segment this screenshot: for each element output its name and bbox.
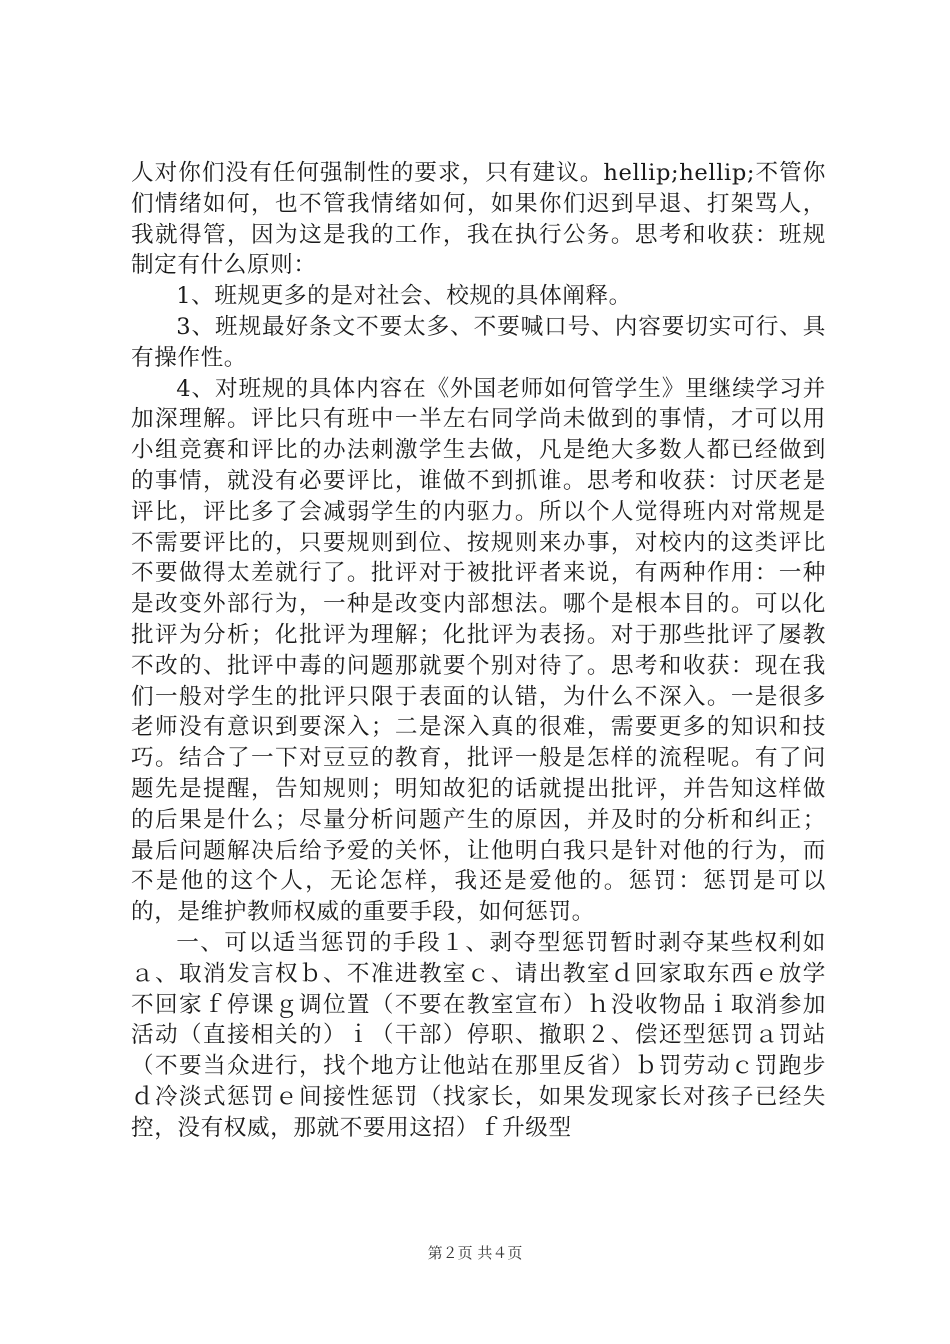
- paragraph-2: 1、班规更多的是对社会、校规的具体阐释。: [176, 283, 632, 310]
- document-body: [131, 158, 826, 1144]
- page-number-footer: 第２页 共４页: [427, 1244, 523, 1262]
- paragraph-4: 4、对班规的具体内容在《外国老师如何管学生》里继续学习并加深理解。评比只有班中一半左右同学尚未做到的事情，才可以用小组竞赛和评比的办法刺激学生去做，凡是绝大多数人都已经做到的事情，就没有必要评比，谁做不到抓谁。思考和收获：讨厌老是评比，评比多了会减弱学生的内驱力。所以个人觉得班内对常规是不需要评比的，只要规则到位、按规则来办事，对校内的这类评比不要做得太差就行了。批评对于被批评者来说，有两种作用：一种是改变外部行为，一种是改变内部想法。哪个是根本目的。可以化批评为分析；化批评为理解；化批评为表扬。对于那些批评了屡教不改的、批评中毒的问题那就要个别对待了。思考和收获：现在我们一般对学生的批评只限于表面的认错，为什么不深入。一是很多老师没有意识到要深入；二是深入真的很难，需要更多的知识和技巧。结合了一下对豆豆的教育，批评一般是怎样的流程呢。有了问题先是提醒，告知规则；明知故犯的话就提出批评，并告知这样做的后果是什么；尽量分析问题产生的原因，并及时的分析和纠正；最后问题解决后给予爱的关怀，让他明白我只是针对他的行为，而不是他的这个人，无论怎样，我还是爱他的。惩罚：惩罚是可以的，是维护教师权威的重要手段，如何惩罚。: [131, 375, 826, 926]
- paragraph-1: 人对你们没有任何强制性的要求，只有建议。hellip;hellip;不管你们情绪如何，也不管我情绪如何，如果你们迟到早退、打架骂人，我就得管，因为这是我的工作，我在执行公务。思考和收获：班规制定有什么原则：: [131, 160, 826, 279]
- paragraph-5: 一、可以适当惩罚的手段１、剥夺型惩罚暂时剥夺某些权利如ａ、取消发言权ｂ、不准进教室ｃ、请出教室ｄ回家取东西ｅ放学不回家ｆ停课ｇ调位置（不要在教室宣布）ｈ没收物品ｉ取消参加活动（直接相关的）ｉ（干部）停职、撤职２、偿还型惩罚ａ罚站（不要当众进行，找个地方让他站在那里反省）ｂ罚劳动ｃ罚跑步ｄ冷淡式惩罚ｅ间接性惩罚（找家长，如果发现家长对孩子已经失控，没有权威，那就不要用这招）ｆ升级型: [131, 929, 826, 1141]
- paragraph-3: 3、班规最好条文不要太多、不要喊口号、内容要切实可行、具有操作性。: [131, 313, 826, 371]
